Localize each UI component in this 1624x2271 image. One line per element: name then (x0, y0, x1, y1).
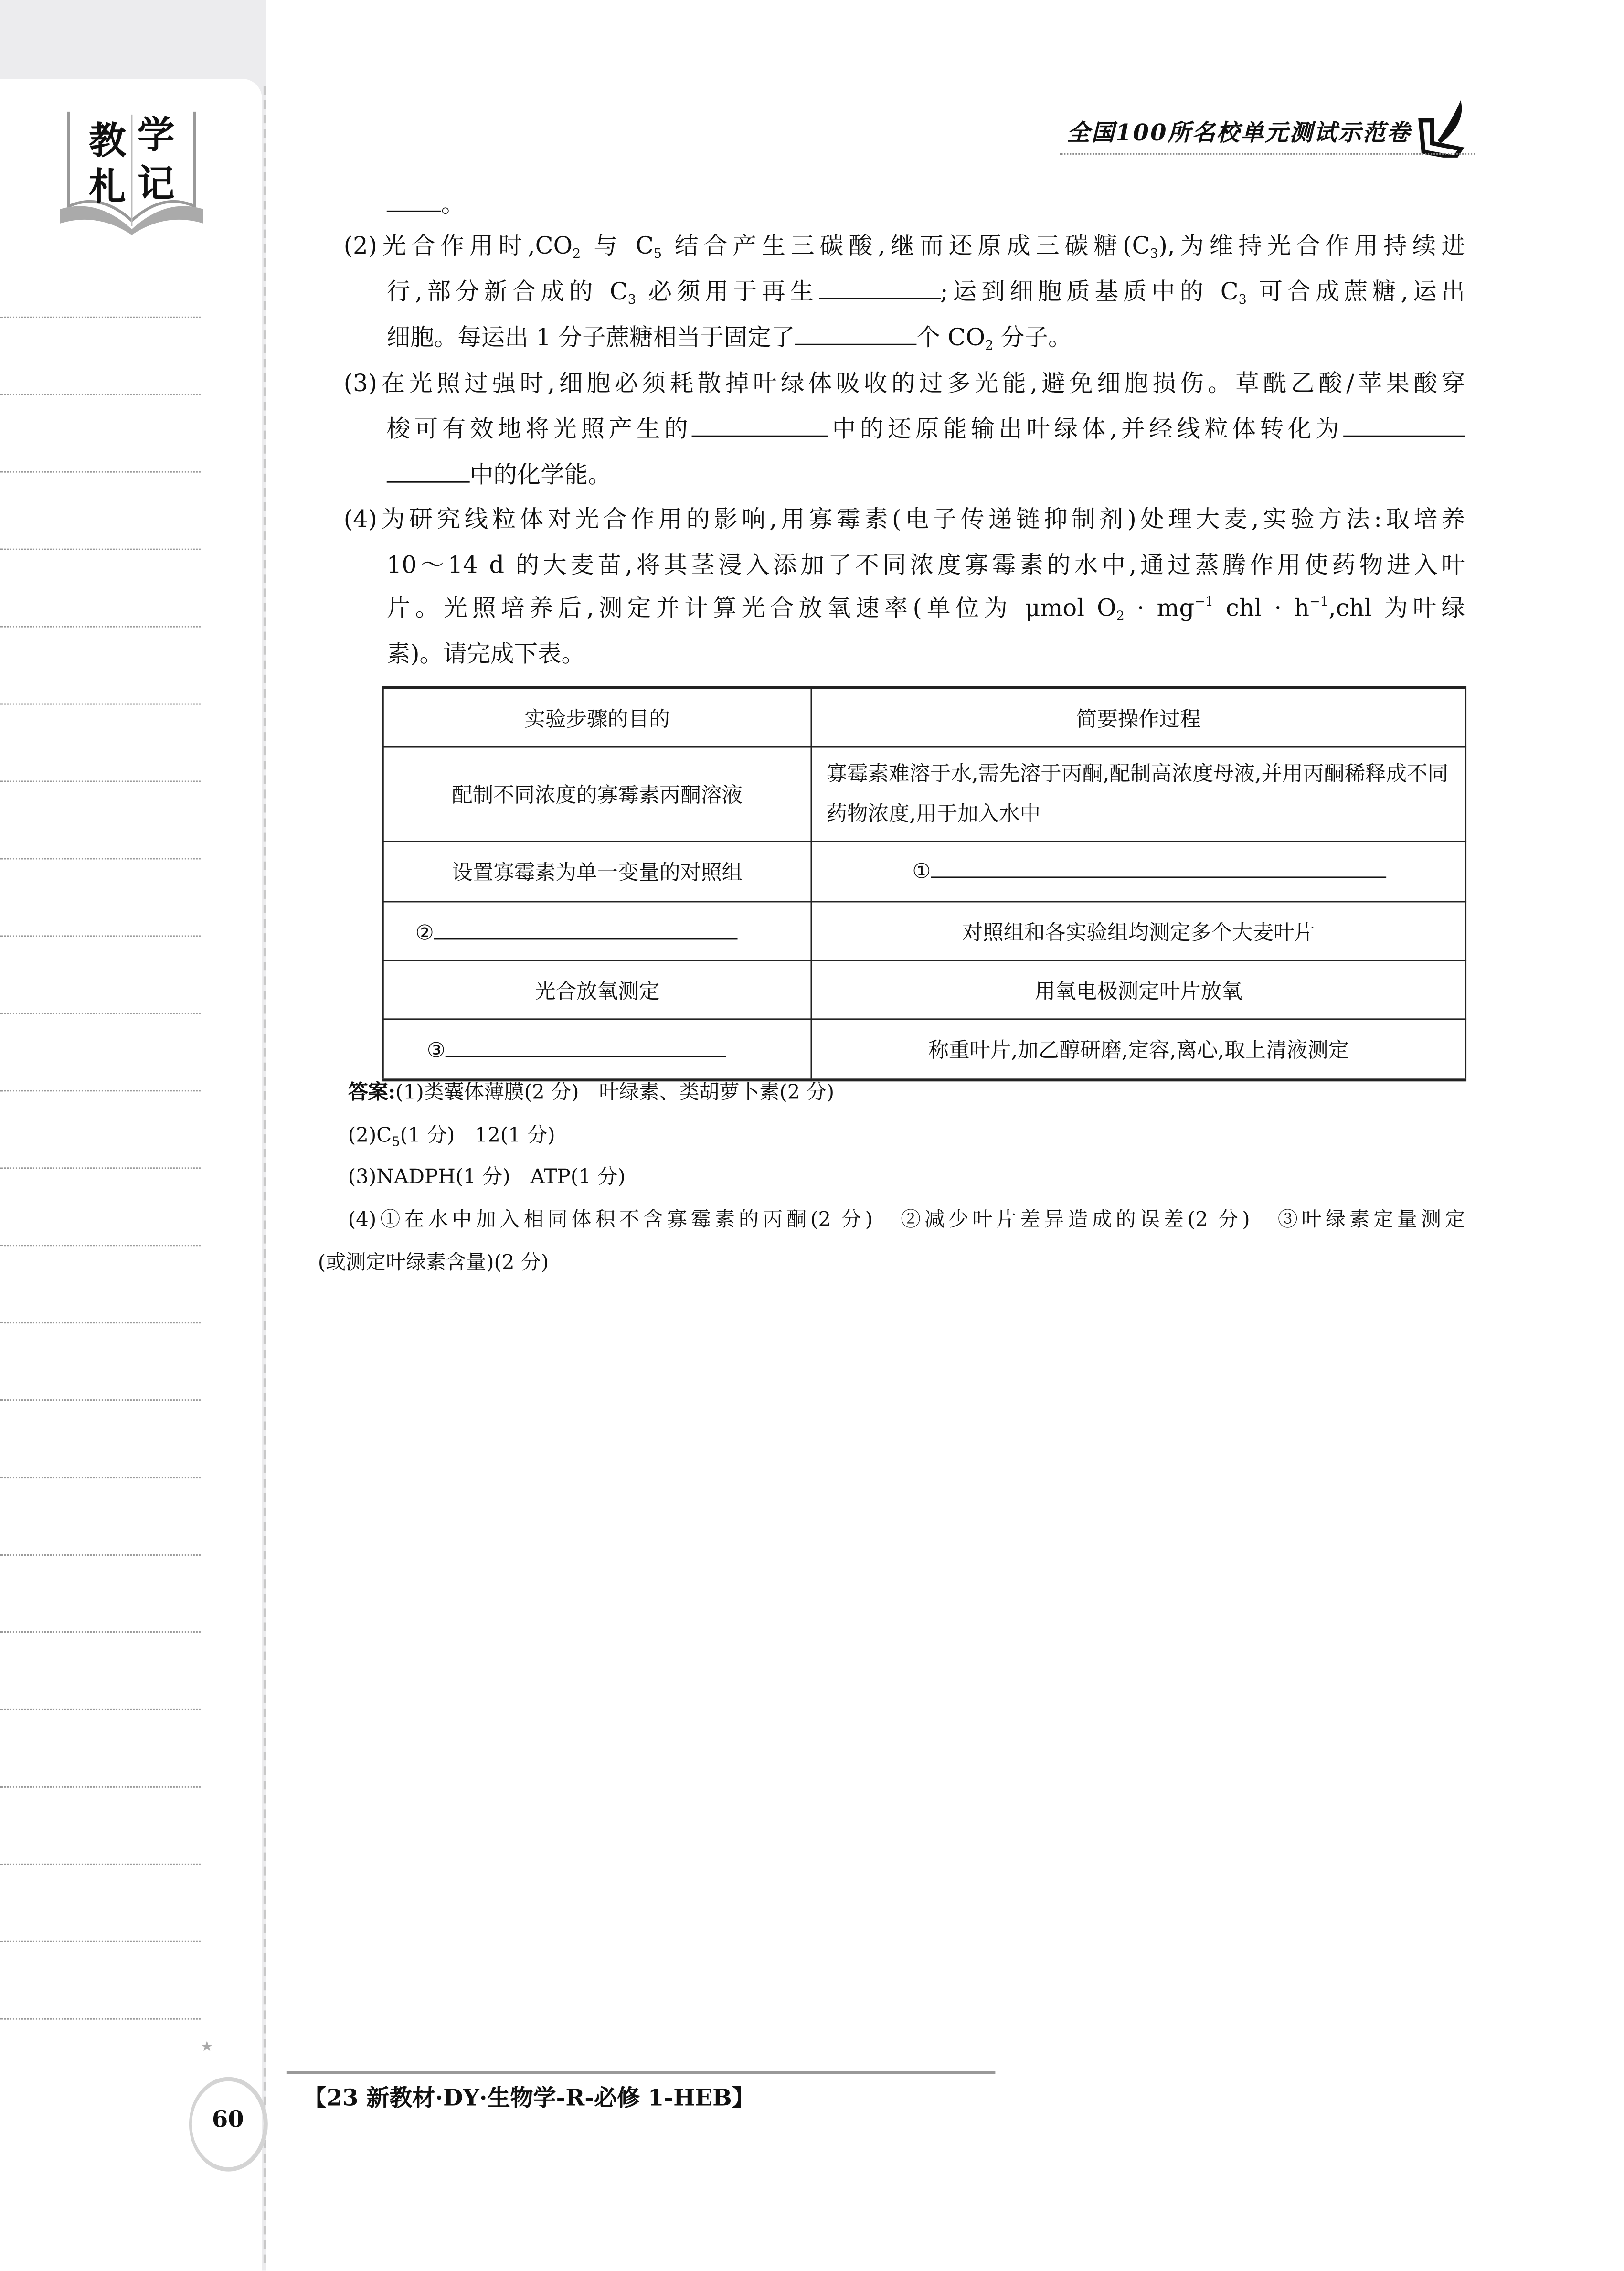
blank-label: ② (415, 921, 434, 945)
series-code: 【23 新教材·DY·生物学-R-必修 1-HEB】 (303, 2084, 755, 2111)
answer-4-cont: (或测定叶绿素含量)(2 分) (318, 1252, 549, 1275)
procedure-cell: 称重叶片,加乙醇研磨,定容,离心,取上清液测定 (811, 1019, 1466, 1079)
procedure-cell: 寡霉素难溶于水,需先溶于丙酮,配制高浓度母液,并用丙酮稀释成不同药物浓度,用于加入水中 (811, 747, 1466, 842)
text: 中的化学能。 (469, 461, 612, 489)
answer-2-rest: (1 分) 12(1 分) (400, 1124, 555, 1148)
footer-rule (287, 2071, 996, 2074)
question-line (387, 640, 585, 669)
answer-3: (3)NADPH(1 分) ATP(1 分) (348, 1166, 626, 1189)
answer-2: (2)C (348, 1124, 392, 1148)
answer-line (348, 1080, 834, 1106)
text: (3)在光照过强时,细胞必须耗散掉叶绿体吸收的过多光能,避免细胞损伤。草酰乙酸/苹果酸穿 (343, 369, 1465, 397)
text: ,chl 为叶绿 (1328, 594, 1465, 622)
table-header-row (383, 688, 1465, 747)
purpose-cell (383, 902, 811, 960)
answer-line (348, 1123, 555, 1149)
note-rule (0, 2018, 201, 2020)
text: 。 (441, 190, 465, 218)
header-rule (1060, 153, 1475, 155)
subscript: 5 (392, 1136, 400, 1151)
text: 个 CO (916, 323, 986, 351)
note-rule (0, 1631, 201, 1633)
text: ),为维持光合作用持续进 (1158, 232, 1465, 259)
question-line (387, 461, 612, 490)
superscript: −1 (1309, 596, 1328, 610)
procedure-cell: 对照组和各实验组均测定多个大麦叶片 (811, 902, 1466, 960)
text: 梭可有效地将光照产生的 (386, 415, 692, 443)
subscript: 5 (653, 247, 662, 262)
header-cell: 实验步骤的目的 (383, 688, 811, 747)
question-line (387, 191, 465, 219)
subscript: 2 (985, 339, 994, 354)
text: 素)。请完成下表。 (386, 640, 585, 668)
note-rule (0, 1167, 201, 1169)
text: 分子。 (993, 323, 1072, 351)
question-line (344, 232, 1465, 261)
note-rule (0, 1864, 201, 1865)
badge-char: 记 (137, 163, 175, 206)
answer-1: (1)类囊体薄膜(2 分) 叶绿素、类胡萝卜素(2 分) (395, 1081, 835, 1105)
answer-blank (446, 1035, 726, 1057)
subscript: 3 (627, 293, 636, 308)
table-row (383, 842, 1465, 902)
answer-blank (387, 461, 470, 483)
note-rule (0, 317, 201, 318)
question-line (387, 278, 1465, 307)
superscript: −1 (1194, 596, 1213, 610)
question-line (387, 552, 1465, 580)
book-pen-icon (1418, 100, 1469, 158)
note-rule (0, 1090, 201, 1091)
answer-blank (818, 278, 940, 299)
table-row (383, 747, 1465, 842)
purpose-cell: 光合放氧测定 (383, 960, 811, 1019)
text: 可合成蔗糖,运出 (1246, 277, 1465, 305)
blank-label: ③ (426, 1039, 446, 1063)
answer-label: 答案: (348, 1081, 396, 1105)
question-line (344, 370, 1465, 398)
text: chl · h (1213, 594, 1310, 622)
note-rule (0, 1399, 201, 1401)
procedure-cell: 用氧电极测定叶片放氧 (811, 960, 1466, 1019)
answer-blank (387, 191, 441, 212)
badge-char: 教 (88, 120, 126, 163)
table-row (383, 960, 1465, 1019)
subscript: 2 (573, 247, 581, 262)
question-line (387, 595, 1465, 623)
page-number: 60 (212, 2105, 244, 2133)
question-line (344, 506, 1465, 534)
note-rule (0, 1477, 201, 1478)
note-rule (0, 781, 201, 782)
note-rule (0, 704, 201, 705)
note-rule (0, 394, 201, 395)
text: 片。光照培养后,测定并计算光合放氧速率(单位为 μmol O (386, 594, 1116, 622)
note-rule (0, 1245, 201, 1246)
purpose-cell: 配制不同浓度的寡霉素丙酮溶液 (383, 747, 811, 842)
note-rule (0, 626, 201, 628)
series-brand: 全国100所名校单元测试示范卷 (1067, 118, 1412, 146)
text: 与 C (581, 232, 654, 259)
badge-char: 学 (137, 114, 175, 158)
note-rule (0, 549, 201, 550)
subscript: 3 (1238, 293, 1247, 308)
text: ;运到细胞质基质中的 C (940, 277, 1239, 305)
subscript: 3 (1150, 247, 1158, 262)
note-rule (0, 858, 201, 859)
answer-blank (692, 416, 828, 437)
procedure-cell (811, 842, 1466, 902)
answer-4: (4)①在水中加入相同体积不含寡霉素的丙酮(2 分) ②减少叶片差异造成的误差(2 分) ③叶绿素定量测定 (348, 1209, 1465, 1232)
subscript: 2 (1116, 610, 1125, 625)
badge-char: 札 (88, 166, 126, 209)
text: 细胞。每运出 1 分子蔗糖相当于固定了 (386, 323, 795, 351)
note-rule (0, 935, 201, 937)
teaching-notes-badge (57, 106, 206, 235)
text: 结合产生三碳酸,继而还原成三碳糖(C (662, 232, 1150, 259)
note-rule (0, 1941, 201, 1942)
open-book-icon (57, 106, 206, 235)
answer-blank (931, 856, 1386, 877)
text: 10～14 d 的大麦苗,将其茎浸入添加了不同浓度寡霉素的水中,通过蒸腾作用使药物进入叶 (386, 551, 1465, 579)
blank-label: ① (912, 860, 931, 883)
note-rule (0, 1709, 201, 1710)
table-row (383, 902, 1465, 960)
answer-blank (434, 917, 738, 939)
gutter-divider (264, 86, 266, 2263)
note-rule (0, 471, 201, 473)
note-rule (0, 1322, 201, 1323)
text: · mg (1124, 594, 1195, 622)
answer-blank (1343, 416, 1465, 437)
note-rule (0, 1013, 201, 1014)
text: 行,部分新合成的 C (386, 277, 628, 305)
header-cell: 简要操作过程 (811, 688, 1466, 747)
question-line (387, 324, 1072, 352)
note-rule (0, 1554, 201, 1556)
purpose-cell (383, 1019, 811, 1079)
experiment-table (382, 686, 1466, 1081)
table-row (383, 1019, 1465, 1079)
question-line (387, 416, 1465, 444)
purpose-cell: 设置寡霉素为单一变量的对照组 (383, 842, 811, 902)
text: (2)光合作用时,CO (343, 232, 573, 259)
text: (4)为研究线粒体对光合作用的影响,用寡霉素(电子传递链抑制剂)处理大麦,实验方法:取培养 (343, 505, 1465, 533)
star-icon: ★ (200, 2039, 213, 2056)
text: 必须用于再生 (636, 277, 818, 305)
note-rule (0, 1786, 201, 1788)
text: 中的还原能输出叶绿体,并经线粒体转化为 (828, 415, 1344, 443)
answer-blank (795, 324, 917, 345)
